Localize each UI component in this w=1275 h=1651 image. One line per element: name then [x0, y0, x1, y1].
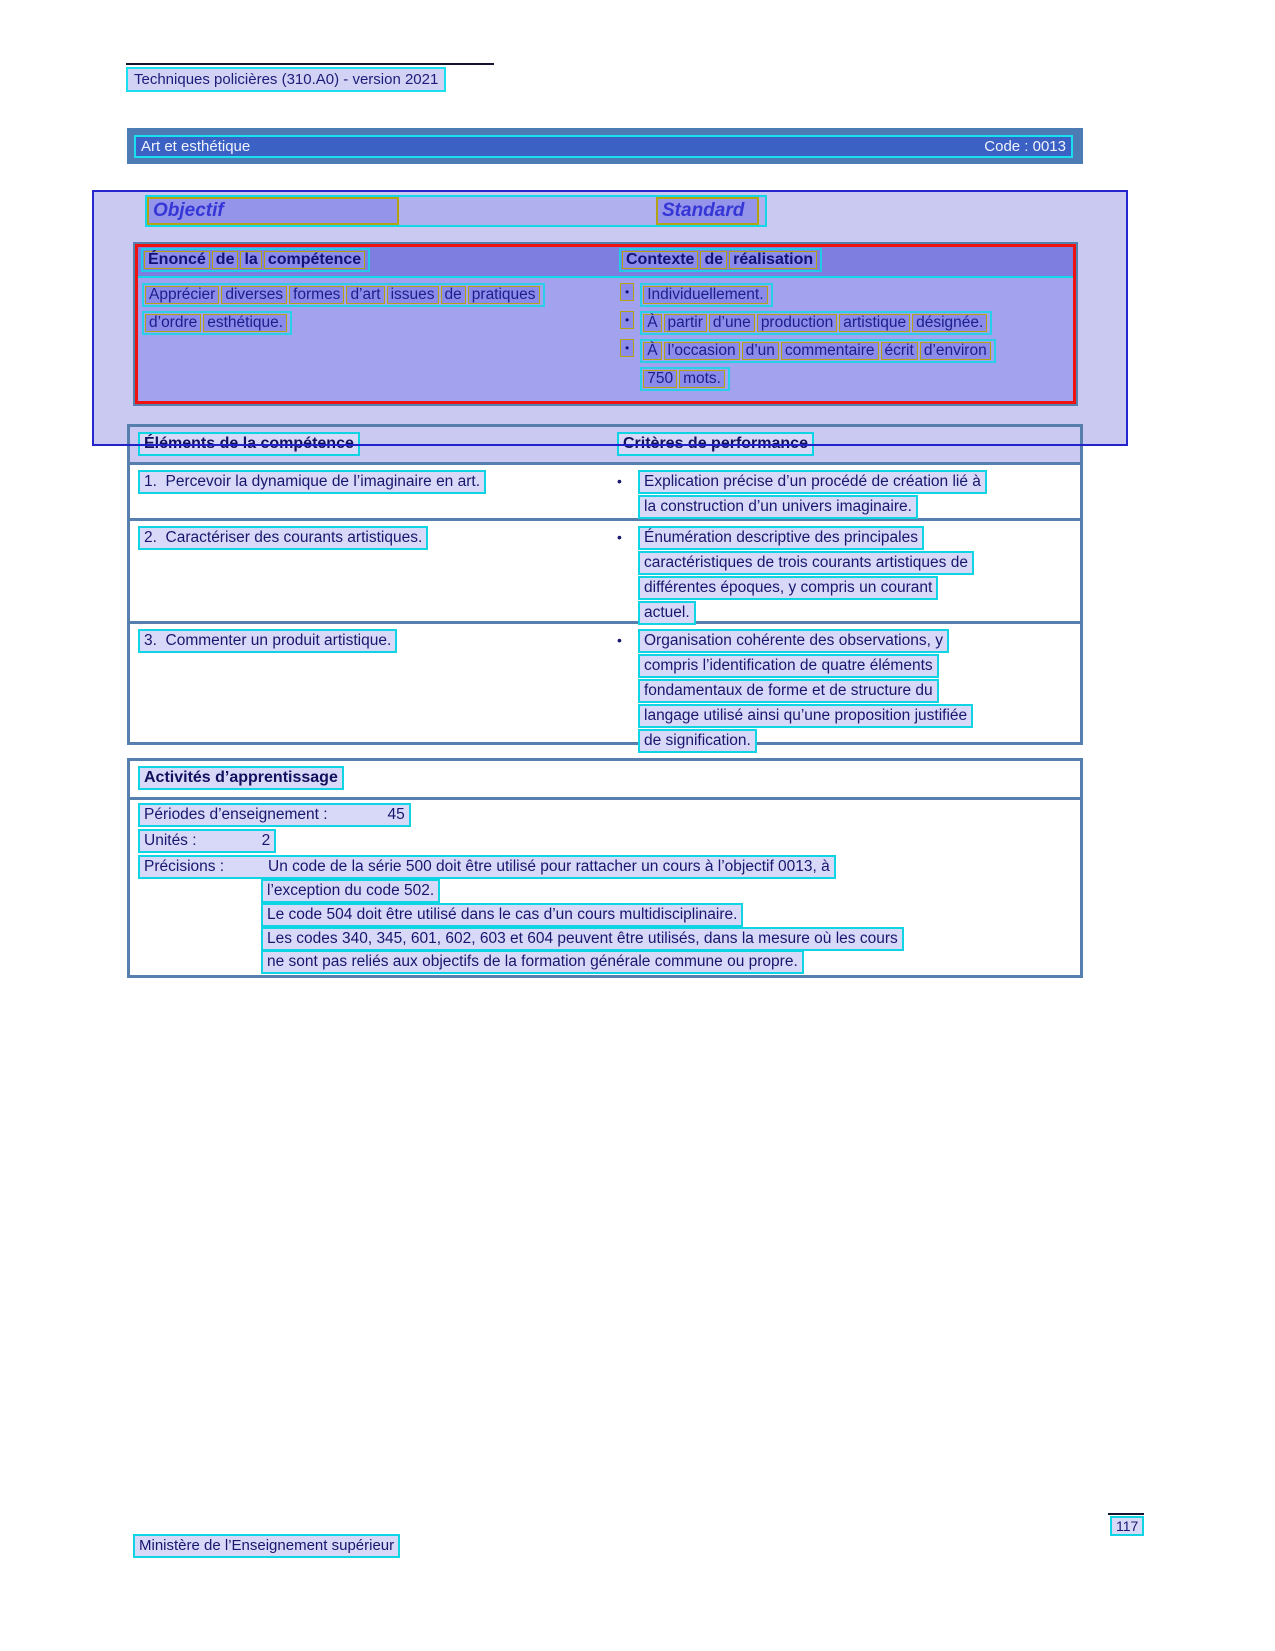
section-title-bar: [127, 128, 1083, 164]
precision-line: ne sont pas reliés aux objectifs de la formation générale commune ou propre.: [261, 950, 804, 974]
section-title-annotation-box: [134, 135, 1073, 158]
footer-ministry: Ministère de l’Enseignement supérieur: [133, 1534, 400, 1558]
element-label: 3. Commenter un produit artistique.: [138, 629, 397, 653]
context-bullet-line: [620, 311, 1072, 335]
performance-line: Explication précise d’un procédé de création lié à: [638, 470, 987, 494]
objective-standard-row: [145, 195, 767, 227]
precisions-line: [138, 855, 836, 879]
enonce-header-box: [141, 248, 370, 272]
performance-line: actuel.: [638, 601, 696, 625]
competence-table-header: [138, 247, 1073, 278]
performance-line: Organisation cohérente des observations, y: [638, 629, 949, 653]
element-label: 2. Caractériser des courants artistiques.: [138, 526, 428, 550]
contexte-header-box: [619, 248, 822, 272]
page-number-overline: [1108, 1513, 1144, 1515]
enonce-header: Énoncé de la compétence: [144, 251, 367, 268]
units-line: [138, 829, 276, 853]
performance-line: fondamentaux de forme et de structure du: [638, 679, 939, 703]
context-line: 750 mots.: [643, 370, 727, 387]
element-row: [130, 521, 1080, 624]
criteria-list: [617, 526, 1087, 626]
statement-line: Apprécier diverses formes d’art issues de pratiques: [145, 286, 542, 303]
precision-line: l’exception du code 502.: [261, 879, 440, 903]
periods-line: [138, 803, 411, 827]
page-number: 117: [1110, 1516, 1144, 1536]
standard-heading: Standard: [656, 197, 759, 225]
performance-line: caractéristiques de trois courants artistiques de: [638, 551, 974, 575]
activities-title: Activités d’apprentissage: [138, 766, 344, 790]
context-continuation-line: [620, 367, 1072, 391]
objective-standard-panel: [92, 190, 1128, 446]
periods-label: Périodes d’enseignement :: [144, 806, 328, 823]
contexte-header: Contexte de réalisation: [622, 251, 819, 268]
context-bullet-line: [620, 339, 1072, 363]
bullet-icon: •: [617, 632, 622, 648]
precision-line: Un code de la série 500 doit être utilisé pour rattacher un cours à l’objectif 0013, à: [268, 858, 830, 875]
realisation-context: [620, 283, 1072, 395]
precision-line: Les codes 340, 345, 601, 602, 603 et 604 peuvent être utilisés, dans la mesure où les cours: [261, 927, 904, 951]
panel-bottom-border-line: [92, 444, 1128, 446]
criteria-list: [617, 629, 1087, 754]
element-row: [130, 465, 1080, 521]
objectif-heading: Objectif: [147, 197, 399, 225]
elements-table-header: [130, 427, 1080, 465]
context-line: À partir d’une production artistique désignée.: [643, 314, 989, 331]
section-code: Code : 0013: [984, 138, 1066, 155]
units-value: 2: [261, 832, 271, 849]
units-label: Unités :: [144, 832, 197, 849]
bullet-icon: •: [617, 529, 622, 545]
statement-line: d’ordre esthétique.: [145, 314, 289, 331]
context-line: À l’occasion d’un commentaire écrit d’environ: [643, 342, 993, 359]
performance-line: Énumération descriptive des principales: [638, 526, 924, 550]
element-label: 1. Percevoir la dynamique de l’imaginaire en art.: [138, 470, 486, 494]
bullet-icon: •: [617, 473, 622, 489]
precisions-label: Précisions :: [144, 858, 225, 875]
section-title: Art et esthétique: [141, 138, 251, 155]
context-line-box: [640, 339, 996, 363]
element-row: [130, 624, 1080, 749]
performance-line: langage utilisé ainsi qu’une proposition justifiée: [638, 704, 973, 728]
competence-table: [135, 244, 1076, 404]
precision-line: Le code 504 doit être utilisé dans le cas d’un cours multidisciplinaire.: [261, 903, 743, 927]
performance-line: la construction d’un univers imaginaire.: [638, 495, 918, 519]
bullet-icon: •: [620, 283, 634, 301]
periods-value: 45: [387, 806, 405, 823]
performance-line: compris l’identification de quatre éléments: [638, 654, 939, 678]
bullet-icon: •: [620, 311, 634, 329]
context-line-box: [640, 311, 992, 335]
header-overline: [126, 63, 494, 65]
elements-table: [127, 424, 1083, 749]
bullet-icon: •: [620, 339, 634, 357]
competence-statement: [142, 283, 616, 339]
context-line-box: [640, 367, 730, 391]
performance-line: de signification.: [638, 729, 757, 753]
statement-line-box: [142, 311, 292, 335]
document-title: Techniques policières (310.A0) - version 2021: [126, 67, 446, 92]
activities-table: [127, 758, 1083, 978]
context-line: Individuellement.: [643, 286, 769, 303]
activities-table-header: [130, 761, 1080, 800]
statement-line-box: [142, 283, 545, 307]
criteria-list: [617, 470, 1087, 520]
context-line-box: [640, 283, 772, 307]
context-bullet-line: [620, 283, 1072, 307]
performance-line: différentes époques, y compris un courant: [638, 576, 938, 600]
